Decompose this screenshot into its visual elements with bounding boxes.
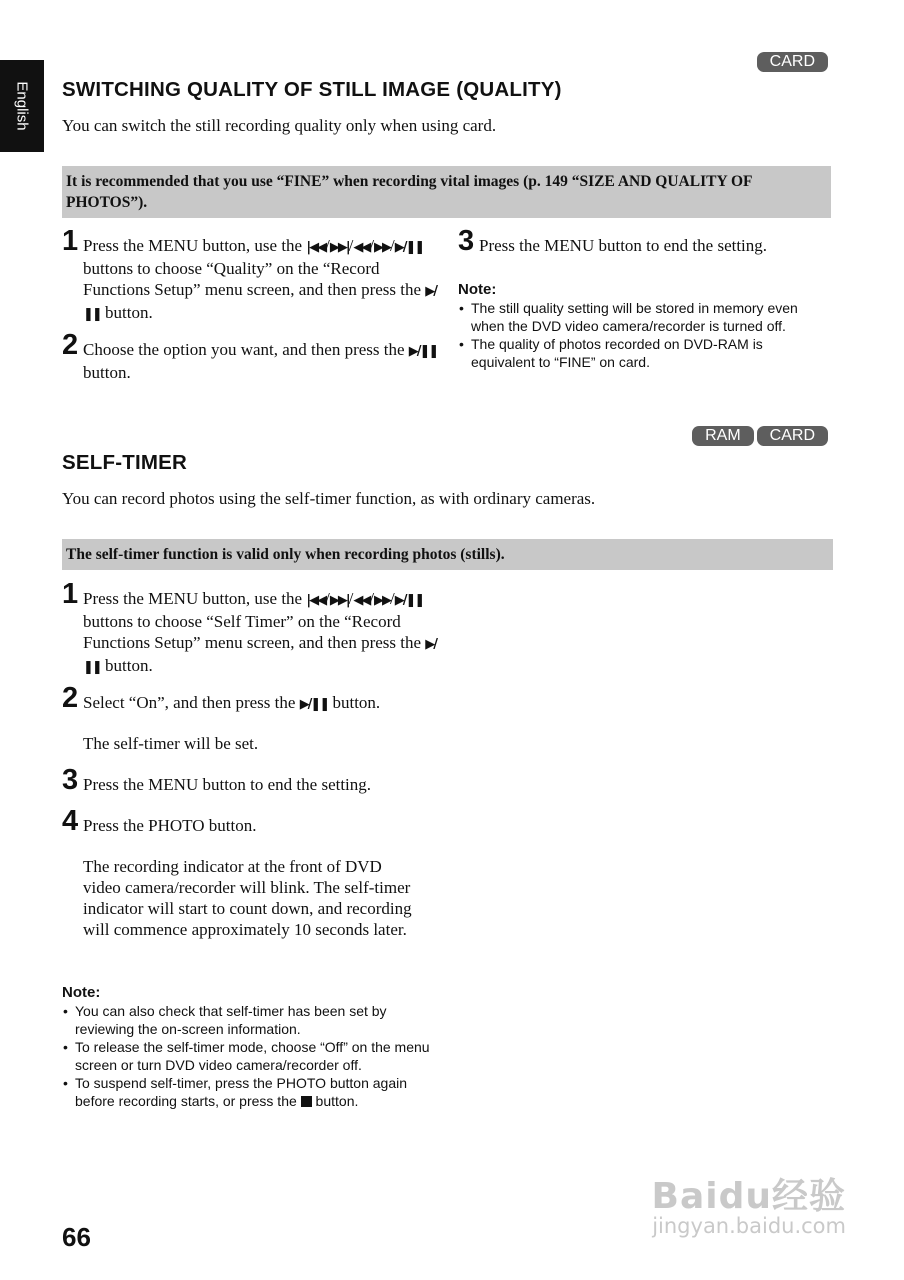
step-text: Select “On”, and then press the ▶/❚❚ button. <box>83 693 381 712</box>
step-text: Press the MENU button, use the |◀◀/▶▶|/◀◀/▶▶/▶/❚❚ buttons to choose “Quality” on the “Record Functions Setup” menu screen, and then press the ▶/❚❚ button. <box>83 236 437 322</box>
play-pause-icon: ▶/❚❚ <box>394 240 424 255</box>
note-list <box>458 299 828 371</box>
section-title: SWITCHING QUALITY OF STILL IMAGE (QUALITY) <box>62 78 562 101</box>
section-intro: You can switch the still recording quality only when using card. <box>62 116 497 135</box>
language-tab <box>0 60 44 152</box>
step-number: 1 <box>62 225 79 257</box>
card-badge: CARD <box>757 52 828 72</box>
card-badge: CARD <box>757 426 828 446</box>
step-2 <box>62 682 463 715</box>
skip-forward-icon: ▶▶| <box>329 593 349 608</box>
watermark-brand: Baidu经验 <box>651 1176 846 1217</box>
step-result: The recording indicator at the front of DVD video camera/recorder will blink. The self-timer indicator will start to count down, and recording will commence approximately 10 seconds later. <box>83 857 412 939</box>
note-heading: Note: <box>458 281 497 298</box>
fast-forward-icon: ▶▶ <box>374 593 391 608</box>
validity-banner: The self-timer function is valid only when recording photos (stills). <box>62 539 833 570</box>
step-number: 4 <box>62 805 79 837</box>
skip-back-icon: |◀◀ <box>306 240 326 255</box>
step-number: 3 <box>458 225 475 257</box>
note-item: • To release the self-timer mode, choose “Off” on the menu screen or turn DVD video camera/recorder off. <box>62 1038 437 1074</box>
step-3 <box>458 225 849 257</box>
media-badges <box>692 426 828 446</box>
play-pause-icon: ▶/❚❚ <box>83 284 437 322</box>
ram-badge: RAM <box>692 426 754 446</box>
skip-forward-icon: ▶▶| <box>329 240 349 255</box>
note-item: • The still quality setting will be stored in memory even when the DVD video camera/recorder is turned off. <box>458 299 828 335</box>
step-text: Press the PHOTO button. <box>83 816 257 835</box>
step-1 <box>62 578 438 678</box>
watermark-url: jingyan.baidu.com <box>652 1214 846 1238</box>
media-badges <box>757 52 828 72</box>
play-pause-icon: ▶/❚❚ <box>394 593 424 608</box>
fast-forward-icon: ▶▶ <box>374 240 391 255</box>
stop-icon <box>301 1096 312 1107</box>
step-2 <box>62 329 438 383</box>
note-list <box>62 1002 437 1110</box>
step-text: Press the MENU button to end the setting. <box>83 775 372 794</box>
section-title: SELF-TIMER <box>62 451 187 474</box>
step-number: 2 <box>62 682 79 714</box>
play-pause-icon: ▶/❚❚ <box>83 637 437 675</box>
play-pause-icon: ▶/❚❚ <box>408 344 438 359</box>
skip-back-icon: |◀◀ <box>306 593 326 608</box>
rewind-icon: ◀◀ <box>353 593 370 608</box>
note-heading: Note: <box>62 984 101 1001</box>
language-label: English <box>13 81 31 131</box>
step-4 <box>62 805 463 837</box>
step-number: 3 <box>62 764 79 796</box>
recommendation-banner: It is recommended that you use “FINE” when recording vital images (p. 149 “SIZE AND QUALITY OF PHOTOS”). <box>62 166 831 218</box>
play-pause-icon: ▶/❚❚ <box>299 697 329 712</box>
note-item: • To suspend self-timer, press the PHOTO button again before recording starts, or press the button. <box>62 1074 437 1110</box>
note-item: • You can also check that self-timer has been set by reviewing the on-screen information. <box>62 1002 437 1038</box>
step-result: The self-timer will be set. <box>83 734 259 753</box>
step-3 <box>62 764 463 796</box>
page-number: 66 <box>62 1222 91 1252</box>
step-number: 2 <box>62 329 79 361</box>
step-text: Press the MENU button, use the |◀◀/▶▶|/◀◀/▶▶/▶/❚❚ buttons to choose “Self Timer” on the “Record Functions Setup” menu screen, and then press the ▶/❚❚ button. <box>83 589 437 675</box>
step-number: 1 <box>62 578 79 610</box>
rewind-icon: ◀◀ <box>353 240 370 255</box>
note-item: • The quality of photos recorded on DVD-RAM is equivalent to “FINE” on card. <box>458 335 828 371</box>
section-intro: You can record photos using the self-timer function, as with ordinary cameras. <box>62 489 596 508</box>
step-1 <box>62 225 438 325</box>
step-text: Press the MENU button to end the setting. <box>479 236 768 255</box>
step-text: Choose the option you want, and then press the ▶/❚❚ button. <box>83 340 438 382</box>
